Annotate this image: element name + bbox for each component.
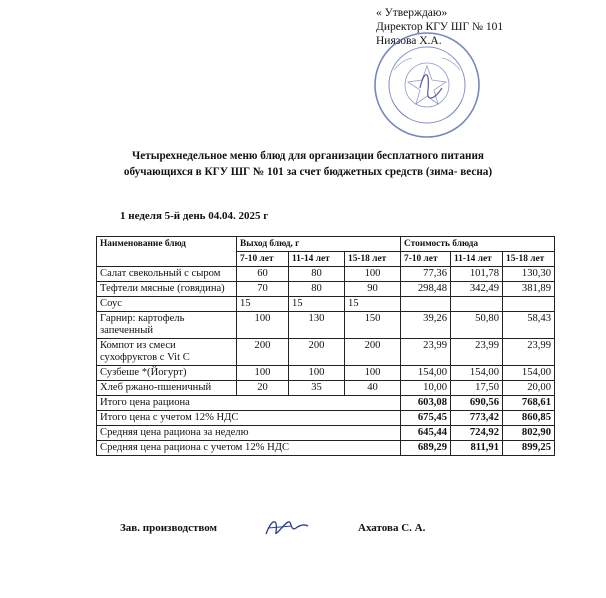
header-age: 7-10 лет (401, 252, 451, 267)
total-cell: 689,29 (401, 441, 451, 456)
table-row (97, 366, 555, 381)
dish-name: Соус (97, 297, 237, 312)
header-age: 15-18 лет (503, 252, 555, 267)
cost-cell: 77,36 (401, 267, 451, 282)
table-row (97, 297, 555, 312)
yield-cell: 130 (289, 312, 345, 339)
cost-cell: 130,30 (503, 267, 555, 282)
handwritten-signature (262, 514, 310, 540)
official-stamp-seal (372, 30, 482, 140)
yield-cell: 80 (289, 267, 345, 282)
header-age: 11-14 лет (289, 252, 345, 267)
cost-cell: 154,00 (401, 366, 451, 381)
total-cell: 899,25 (503, 441, 555, 456)
dish-name: Компот из смеси сухофруктов с Vit C (97, 339, 237, 366)
footer-name: Ахатова С. А. (358, 522, 426, 534)
yield-cell: 35 (289, 381, 345, 396)
total-label: Итого цена рациона (97, 396, 401, 411)
total-cell: 690,56 (451, 396, 503, 411)
header-name: Наименование блюд (97, 237, 237, 267)
yield-cell: 150 (345, 312, 401, 339)
table-row (97, 339, 555, 366)
total-label: Итого цена с учетом 12% НДС (97, 411, 401, 426)
table-row (97, 282, 555, 297)
total-cell: 724,92 (451, 426, 503, 441)
yield-cell: 100 (237, 366, 289, 381)
cost-cell (451, 297, 503, 312)
header-yield: Выход блюд, г (237, 237, 401, 252)
total-row (97, 441, 555, 456)
total-cell: 645,44 (401, 426, 451, 441)
yield-cell: 80 (289, 282, 345, 297)
total-cell: 802,90 (503, 426, 555, 441)
cost-cell: 23,99 (401, 339, 451, 366)
yield-cell: 15 (237, 297, 289, 312)
cost-cell: 39,26 (401, 312, 451, 339)
header-cost: Стоимость блюда (401, 237, 555, 252)
cost-cell: 154,00 (451, 366, 503, 381)
cost-cell: 10,00 (401, 381, 451, 396)
cost-cell: 20,00 (503, 381, 555, 396)
yield-cell: 200 (237, 339, 289, 366)
total-cell: 603,08 (401, 396, 451, 411)
yield-cell: 20 (237, 381, 289, 396)
yield-cell: 15 (345, 297, 401, 312)
total-label: Средняя цена рациона с учетом 12% НДС (97, 441, 401, 456)
yield-cell: 100 (345, 267, 401, 282)
cost-cell: 17,50 (451, 381, 503, 396)
table-header-row (97, 237, 555, 252)
table-row (97, 312, 555, 339)
cost-cell (503, 297, 555, 312)
yield-cell: 100 (237, 312, 289, 339)
dish-name: Хлеб ржано-пшеничный (97, 381, 237, 396)
total-cell: 860,85 (503, 411, 555, 426)
total-cell: 768,61 (503, 396, 555, 411)
header-age: 11-14 лет (451, 252, 503, 267)
yield-cell: 15 (289, 297, 345, 312)
total-label: Средняя цена рациона за неделю (97, 426, 401, 441)
cost-cell: 298,48 (401, 282, 451, 297)
title-line-2: обучающихся в КГУ ШГ № 101 за счет бюджетных средств (зима- весна) (123, 166, 493, 178)
dish-name: Гарнир: картофель запеченный (97, 312, 237, 339)
total-cell: 773,42 (451, 411, 503, 426)
total-row (97, 396, 555, 411)
dish-name: Сузбеше *(Йогурт) (97, 366, 237, 381)
cost-cell: 23,99 (451, 339, 503, 366)
cost-cell: 58,43 (503, 312, 555, 339)
cost-cell: 23,99 (503, 339, 555, 366)
approval-line-3: Ниязова Х.А. (376, 35, 442, 47)
yield-cell: 200 (289, 339, 345, 366)
total-row (97, 426, 555, 441)
footer-role: Зав. производством (120, 522, 218, 534)
yield-cell: 90 (345, 282, 401, 297)
yield-cell: 40 (345, 381, 401, 396)
total-row (97, 411, 555, 426)
total-cell: 675,45 (401, 411, 451, 426)
cost-cell: 154,00 (503, 366, 555, 381)
dish-name: Тефтели мясные (говядина) (97, 282, 237, 297)
header-age: 7-10 лет (237, 252, 289, 267)
header-age: 15-18 лет (345, 252, 401, 267)
yield-cell: 100 (345, 366, 401, 381)
cost-cell: 50,80 (451, 312, 503, 339)
cost-cell (401, 297, 451, 312)
cost-cell: 342,49 (451, 282, 503, 297)
approval-line-1: « Утверждаю» (376, 7, 448, 19)
title-line-1: Четырехнедельное меню блюд для организации бесплатного питания (132, 150, 484, 162)
cost-cell: 101,78 (451, 267, 503, 282)
yield-cell: 70 (237, 282, 289, 297)
menu-table (96, 236, 555, 456)
week-day-label: 1 неделя 5-й день 04.04. 2025 г (120, 210, 269, 222)
yield-cell: 60 (237, 267, 289, 282)
document-title (88, 148, 528, 180)
cost-cell: 381,89 (503, 282, 555, 297)
total-cell: 811,91 (451, 441, 503, 456)
approval-line-2: Директор КГУ ШГ № 101 (376, 21, 504, 33)
dish-name: Салат свекольный с сыром (97, 267, 237, 282)
yield-cell: 100 (289, 366, 345, 381)
table-row (97, 267, 555, 282)
table-row (97, 381, 555, 396)
yield-cell: 200 (345, 339, 401, 366)
